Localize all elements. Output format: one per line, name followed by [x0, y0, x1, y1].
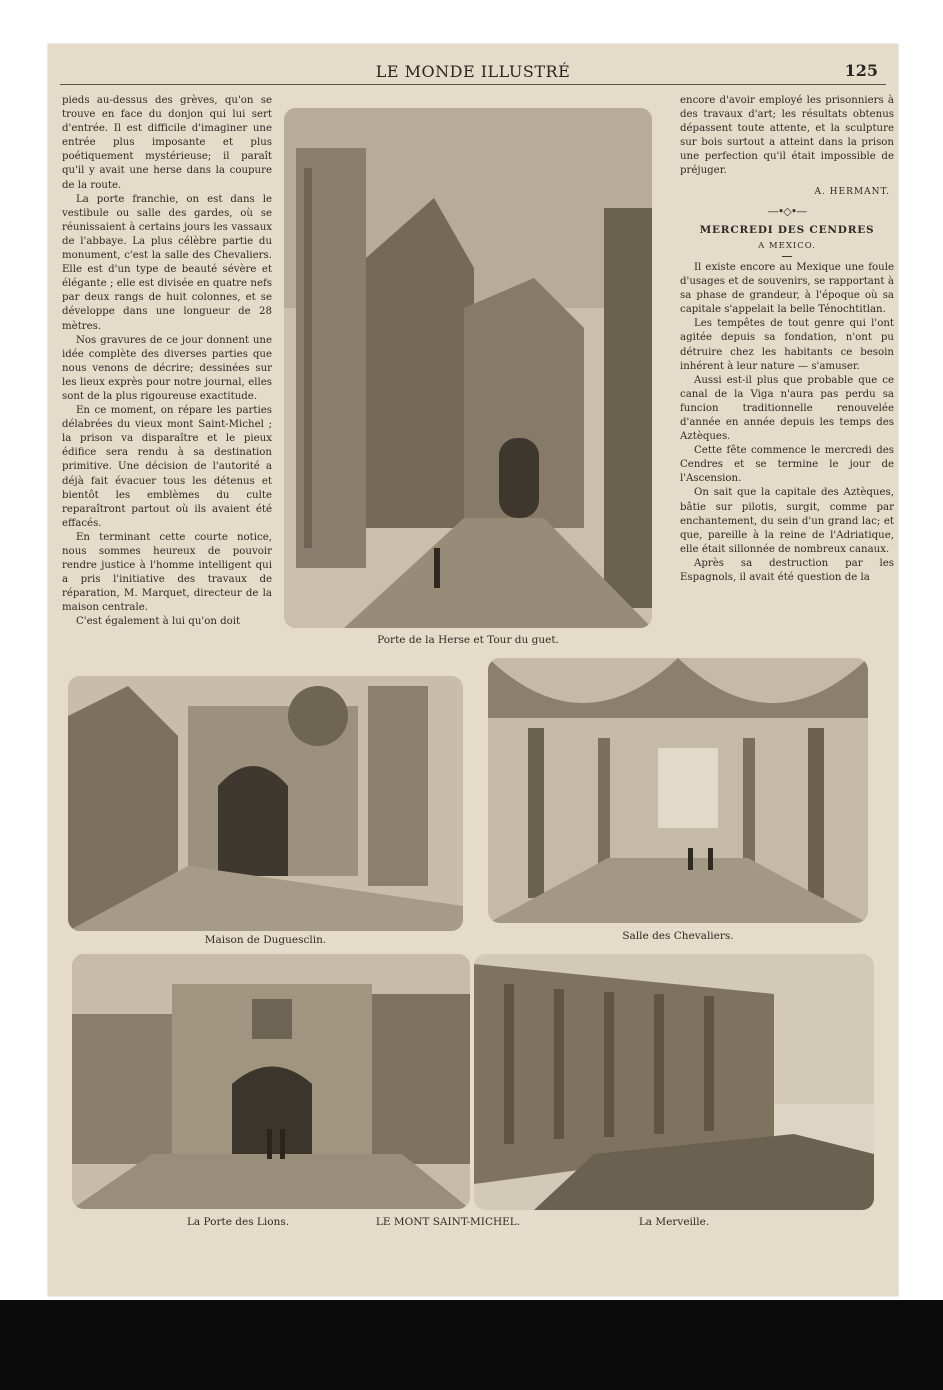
left-paragraph: En ce moment, on répare les parties délabrées du vieux mont Saint-Michel ; la prison va disparaître et le pieux édifice sera rendu à sa destination primitive. Une décision de l'autorité a déjà fait évacuer tous les détenus et bientôt les emblèmes du culte reparaîtront partout où ils avaient été effacés.	[62, 405, 272, 529]
engraving-merveille	[474, 954, 874, 1210]
engraving-porte-lions	[72, 954, 470, 1209]
newspaper-page	[48, 44, 898, 1296]
header-rule	[60, 84, 886, 85]
ornament-divider: —•◇•—	[767, 204, 807, 218]
right-paragraph: Cette fête commence le mercredi des Cendres et se termine le jour de l'Ascension.	[680, 445, 894, 485]
right-paragraph: Les tempêtes de tout genre qui l'ont agitée depuis sa fondation, n'ont pu détruire chez les habitants ce besoin inhérent à leur nature — s'amuser.	[680, 318, 894, 372]
author-signature: A. HERMANT.	[814, 186, 890, 197]
left-paragraph: pieds au-dessus des grèves, qu'on se trouve en face du donjon qui lui sert d'entrée. Il est difficile d'imaginer une entrée plus imposante et plus poétiquement mystérieuse; il paraît qu'il y avait une herse dans la coupure de la route.	[62, 95, 272, 191]
caption-mont-saint-michel: LE MONT SAINT-MICHEL.	[375, 1216, 521, 1228]
engraving-salle-chevaliers	[488, 658, 868, 923]
left-paragraph: C'est également à lui qu'on doit	[76, 616, 241, 628]
section-subtitle: A MEXICO.	[758, 240, 816, 251]
right-paragraph: Il existe encore au Mexique une foule d'usages et de souvenirs, se rapportant à sa phase de grandeur, à l'époque où sa capitale s'appelait la belle Ténochtitlan.	[680, 261, 894, 316]
caption-salle-chevaliers: Salle des Chevaliers.	[622, 930, 734, 942]
bottom-background-strip	[0, 1300, 943, 1390]
left-column	[62, 94, 272, 630]
right-paragraph: Après sa destruction par les Espagnols, il avait été question de la	[680, 557, 894, 583]
engraving-porte-herse	[284, 108, 652, 628]
subtitle-rule	[782, 256, 792, 257]
caption-porte-lions: La Porte des Lions.	[186, 1216, 290, 1228]
caption-maison-duguesclin: Maison de Duguesclin.	[204, 934, 327, 946]
left-paragraph: En terminant cette courte notice, nous sommes heureux de pouvoir rendre justice à l'homme intelligent qui a pris l'initiative des travaux de réparation, M. Marquet, directeur de la maison centrale.	[62, 531, 272, 614]
left-paragraph: La porte franchie, on est dans le vestibule ou salle des gardes, où se réunissaient à certains jours les vassaux de l'abbaye. La plus célèbre partie du monument, c'est la salle des Chevaliers. Elle est d'un type de beauté sévère et élégante ; elle est divisée en quatre nefs par deux rangs de huit colonnes, et se développe dans une longueur de 28 mètres.	[62, 193, 272, 332]
page-number: 125	[844, 61, 878, 80]
caption-merveille: La Merveille.	[638, 1216, 710, 1228]
right-continuation: encore d'avoir employé les prisonniers à des travaux d'art; les résultats obtenus dépassent toute attente, et la sculpture sur bois surtout a atteint dans la prison une perfection qu'il était impossible de préjuger.	[680, 95, 894, 177]
section-title: MERCREDI DES CENDRES	[699, 223, 875, 236]
left-paragraph: Nos gravures de ce jour donnent une idée complète des diverses parties que nous venons de décrire; dessinées sur les lieux exprès pour notre journal, elles sont de la plus rigoureuse exactitude.	[62, 334, 272, 402]
caption-porte-herse: Porte de la Herse et Tour du guet.	[377, 634, 559, 646]
right-paragraph: On sait que la capitale des Aztèques, bâtie sur pilotis, surgit, comme par enchantement, du sein d'un grand lac; et que, pareille à la reine de l'Adriatique, elle était sillonnée de nombreux canaux.	[680, 487, 894, 555]
right-paragraph: Aussi est-il plus que probable que ce canal de la Viga n'aura pas perdu sa funcion traditionnelle renouvelée d'année en année depuis les temps des Aztèques.	[680, 374, 894, 443]
right-column	[680, 94, 894, 585]
newspaper-title: LE MONDE ILLUSTRÉ	[375, 62, 571, 81]
engraving-maison-duguesclin	[68, 676, 463, 931]
